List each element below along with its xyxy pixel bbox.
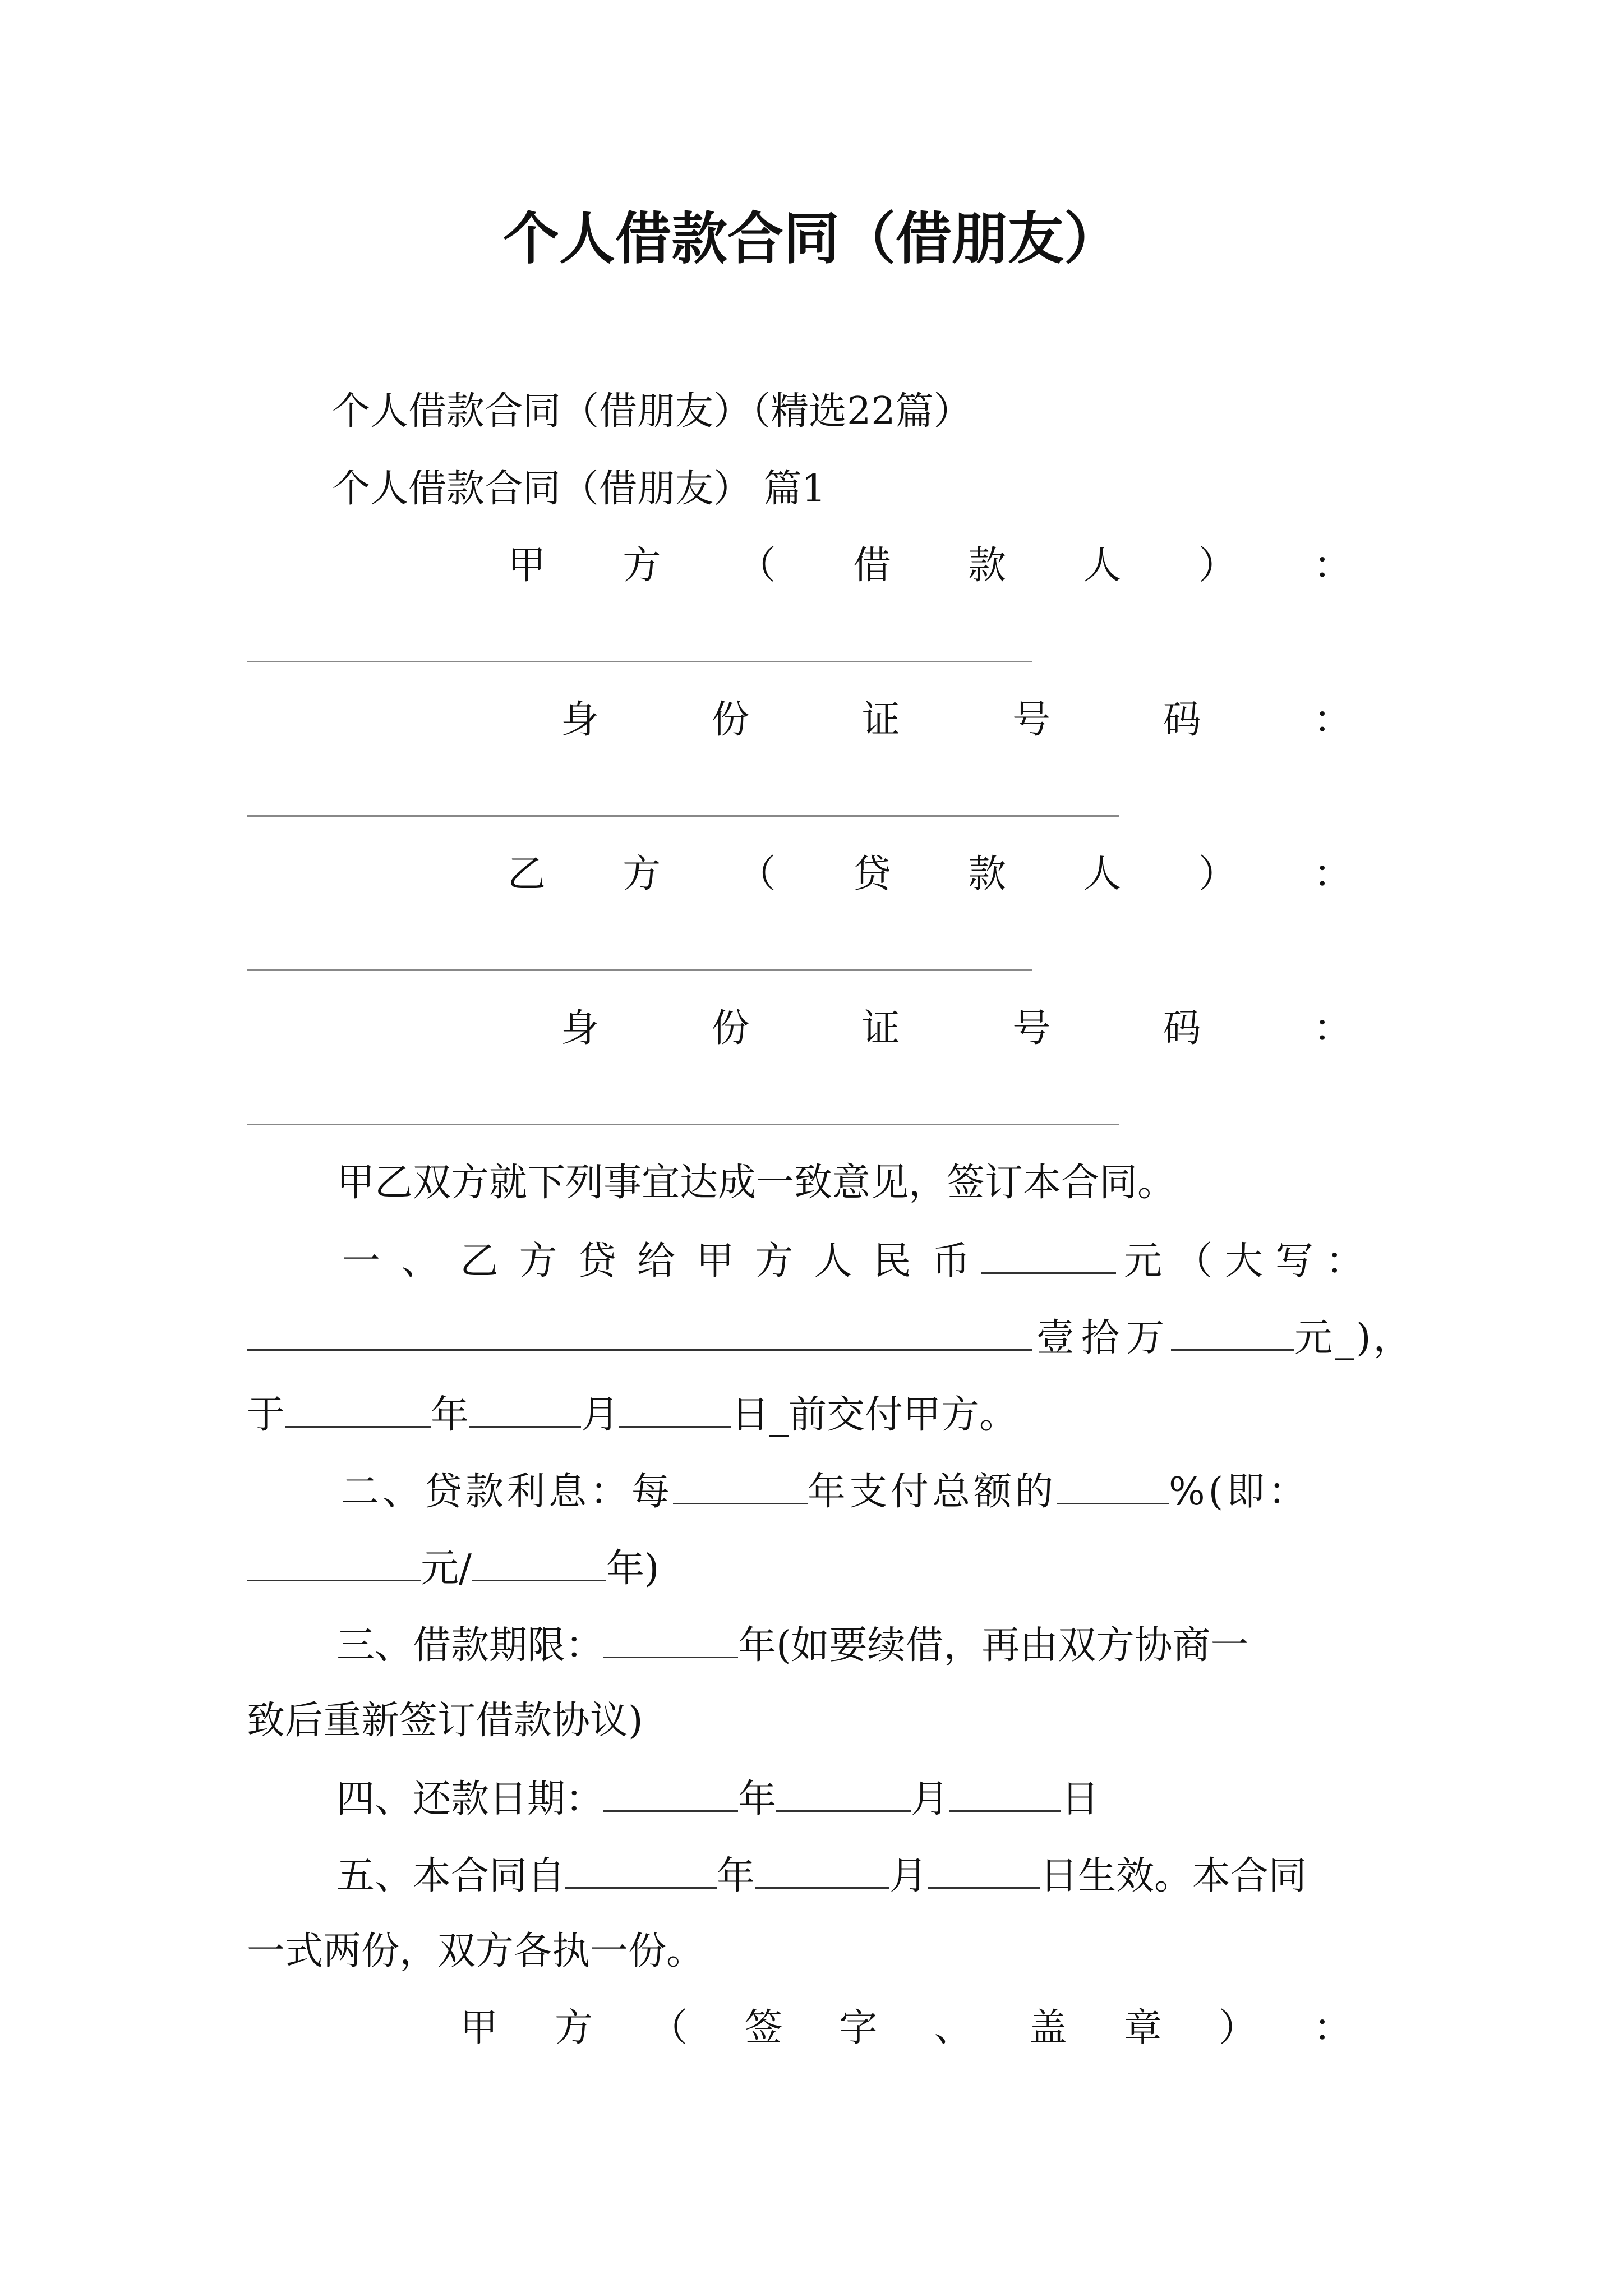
party-a-signature-label: 甲 方 （ 签 字 、 盖 章 ） ： xyxy=(460,2006,1352,2050)
party-a-label: 甲 方 （ 借 款 人 ） ： xyxy=(508,544,1352,588)
party-a-id-line xyxy=(247,815,1119,817)
clause-3-line-2: 致后重新签订借款协议) xyxy=(247,1699,643,1743)
clause-2-line-1: 二、贷款利息：每 年支付总额的 %(即： xyxy=(341,1470,1310,1514)
clause-1-line-2: 壹拾万 元_)， xyxy=(247,1318,1414,1358)
subtitle: 个人借款合同（借朋友）（精选22篇） xyxy=(332,389,972,434)
party-b-label: 乙 方 （ 贷 款 人 ） ： xyxy=(508,852,1352,896)
page-title: 个人借款合同（借朋友） xyxy=(503,205,1120,272)
party-a-id-label: 身 份 证 号 码 ： xyxy=(561,698,1352,742)
party-b-name-line xyxy=(247,969,1032,971)
party-b-id-label: 身 份 证 号 码 ： xyxy=(561,1006,1352,1051)
clause-5-line-1: 五、本合同自 年 月 日生效。本合同 xyxy=(336,1854,1307,1898)
clause-3-line-1: 三、借款期限： 年(如要续借，再由双方协商一 xyxy=(336,1623,1249,1668)
principal-amount-blank xyxy=(981,1241,1116,1274)
clause-1-line-3: 于 年 月 日_前交付甲方。 xyxy=(247,1393,1018,1437)
clause-5-line-2: 一式两份，双方各执一份。 xyxy=(247,1929,705,1973)
clause-1-line-1: 一 、 乙 方 贷 给 甲 方 人 民 币 元（大写： xyxy=(342,1239,1377,1283)
party-a-name-line xyxy=(247,661,1032,662)
clause-4: 四、还款日期： 年 月 日 xyxy=(336,1777,1100,1821)
intro-paragraph: 甲乙双方就下列事宜达成一致意见，签订本合同。 xyxy=(336,1161,1176,1205)
section-heading: 个人借款合同（借朋友） 篇1 xyxy=(332,467,826,511)
capital-amount-blank xyxy=(247,1318,1032,1351)
clause-2-line-2: 元/ 年) xyxy=(247,1548,659,1588)
party-b-id-line xyxy=(247,1124,1119,1125)
